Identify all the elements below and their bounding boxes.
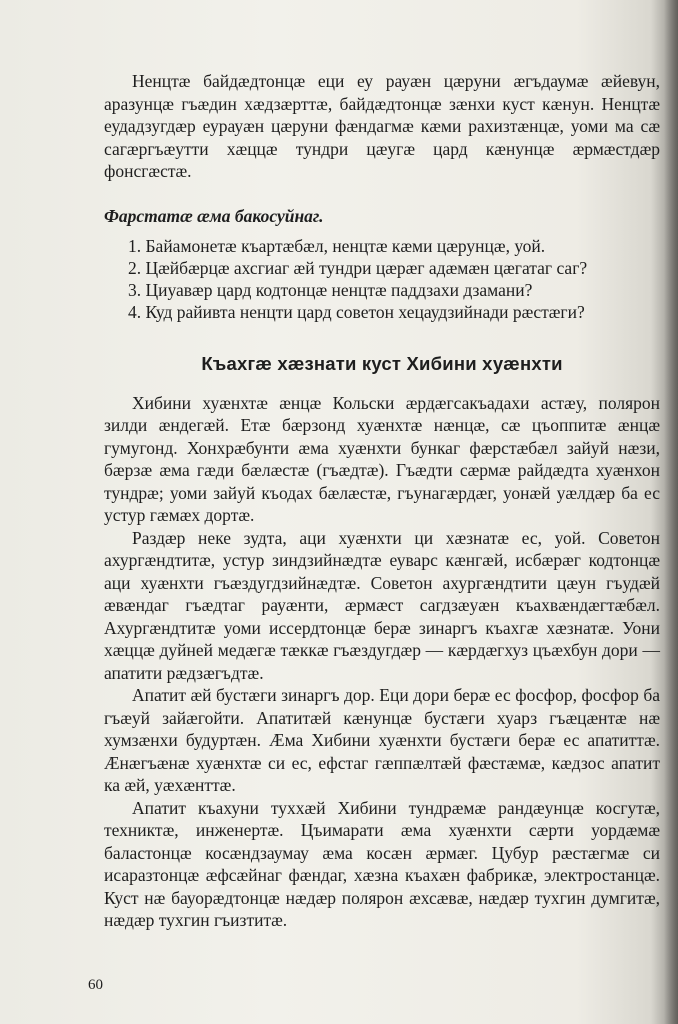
questions-heading: Фарстатæ æма бакосуйнаг. — [104, 205, 324, 226]
question-item: 3. Циуавæр цард кодтонцæ ненцтæ паддзахи дзамани? — [128, 280, 533, 300]
body-paragraph: Апатит къахуни туххæй Хибини тундрæмæ рандæунцæ косгутæ, техниктæ, инженертæ. Цъимарати æма хуæнхти сæрти уордæмæ баластонцæ косæндзаумау æма косæн æрмæг. Цубур рæстæгмæ си исаразтонцæ æфсæйнаг фæндаг, хæзна къахæн фабрикæ, электростанцæ. Куст нæ бауорæдтонцæ нæдæр полярон æхсæвæ, нæдæр тухгин думгитæ, нæдæр тухгин гъизтитæ. — [104, 797, 660, 930]
questions-list — [104, 235, 660, 323]
intro-paragraph: Ненцтæ байдæдтонцæ еци еу рауæн цæруни æгъдаумæ æйевун, аразунцæ гъæдин хæдзæрттæ, байдæдтонцæ зæнхи куст кæнун. Ненцтæ еудадзугдæр еурауæн цæруни фæндагмæ кæми рахизтæнцæ, уоми ма сæ сагæргъæутти хæццæ тундри цæугæ цард кæнунцæ æрмæстдæр фонсгæстæ. — [104, 71, 660, 181]
page-content — [104, 70, 660, 932]
page-number: 60 — [88, 977, 103, 993]
page-edge-shadow — [664, 0, 678, 1024]
body-paragraph: Апатит æй бустæги зинаргъ дор. Еци дори берæ ес фосфор, фосфор ба гъæуй зайæгойти. Апатитæй кæнунцæ бустæги хуарз гъæцæнтæ нæ хумзæнхи будуртæн. Æма Хибини хуæнхти бустæги берæ ес апатиттæ. Æнæгъæнæ хуæнхтæ си ес, ефстаг гæппæлтæй фæстæмæ, кæдзос апатит ка æй, уæхæнттæ. — [104, 685, 660, 795]
body-paragraph: Хибини хуæнхтæ æнцæ Кольски æрдæгсакъадахи астæу, полярон зилди æндегæй. Етæ бæрзонд хуæнхтæ нæнцæ, сæ цъоппитæ æнцæ гумугонд. Хонхрæбунти æма хуæнхти бункаг фæрстæбæл зайуй нæзи, бæрзæ æма гæди бæлæстæ (гъæдтæ). Гъæдти сæрмæ райдæдта хуæнхон тундрæ; уоми зайуй къодах бæлæстæ, гъунагæрдæг, уонæй уæлдæр ба ес устур гæмæх дортæ. — [104, 392, 660, 525]
section-title: Къахгæ хæзнати куст Хибини хуæнхти — [201, 353, 563, 374]
question-item: 4. Куд райивта ненцти цард советон хецаудзийнади рæстæги? — [128, 302, 585, 322]
body-paragraph: Раздæр неке зудта, аци хуæнхти ци хæзнатæ ес, уой. Советон ахургæндтитæ, устур зиндзийнæдтæ еуварс кæнгæй, исбæрæг кодтонцæ аци хуæнхти гъæздугдзийнæдтæ. Советон ахургæндтити цæун гъудæй æвæндаг гъæдтаг рауæнти, æрмæст сагдзæуæн къахвæндæгтæбæл. Ахургæндтитæ уоми иссердтонцæ берæ зинаргъ къахгæ хæзнатæ. Уони хæццæ дуйней медæгæ тæккæ гъæздугдæр — кæрдæгхуз цъæхбун дори — апатити рæдзæгъдтæ. — [104, 527, 660, 683]
question-item: 2. Цæйбæрцæ ахсгиаг æй тундри цæрæг адæмæн цæгатаг саг? — [128, 258, 588, 278]
question-item: 1. Байамонетæ къартæбæл, ненцтæ кæми цæрунцæ, уой. — [128, 236, 546, 256]
